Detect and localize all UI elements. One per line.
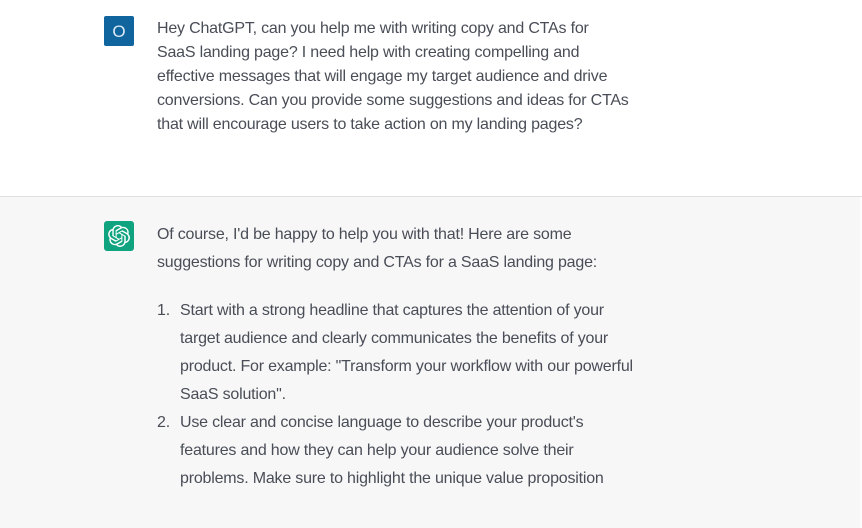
user-avatar-letter: O <box>112 21 126 41</box>
assistant-intro-text: Of course, I'd be happy to help you with that! Here are some suggestions for writing copy and CTAs for a SaaS landing page: <box>157 226 598 271</box>
openai-logo-icon <box>104 221 134 251</box>
user-message-text: Hey ChatGPT, can you help me with writing copy and CTAs for SaaS landing page? I need help with creating compelling and effective messages that will engage my target audience and drive conversions. Can you provide some suggestions and ideas for CTAs that will encourage users to take action on my landing pages? <box>157 20 629 133</box>
list-item-text: Start with a strong headline that captures the attention of your target audience and clearly communicates the benefits of your product. For example: "Transform your workflow with our powerful SaaS solution". <box>180 302 633 403</box>
list-item-number: 1. <box>157 302 170 319</box>
list-item-text: Use clear and concise language to describe your product's features and how they can help your audience solve their problems. Make sure to highlight the unique value proposition <box>180 414 604 487</box>
assistant-suggestion-list <box>157 297 635 493</box>
list-item-number: 2. <box>157 414 170 431</box>
list-item <box>157 297 635 409</box>
assistant-message <box>0 197 862 528</box>
user-message <box>0 0 862 197</box>
assistant-message-body <box>157 221 635 493</box>
list-item <box>157 409 635 493</box>
user-avatar <box>104 16 134 46</box>
